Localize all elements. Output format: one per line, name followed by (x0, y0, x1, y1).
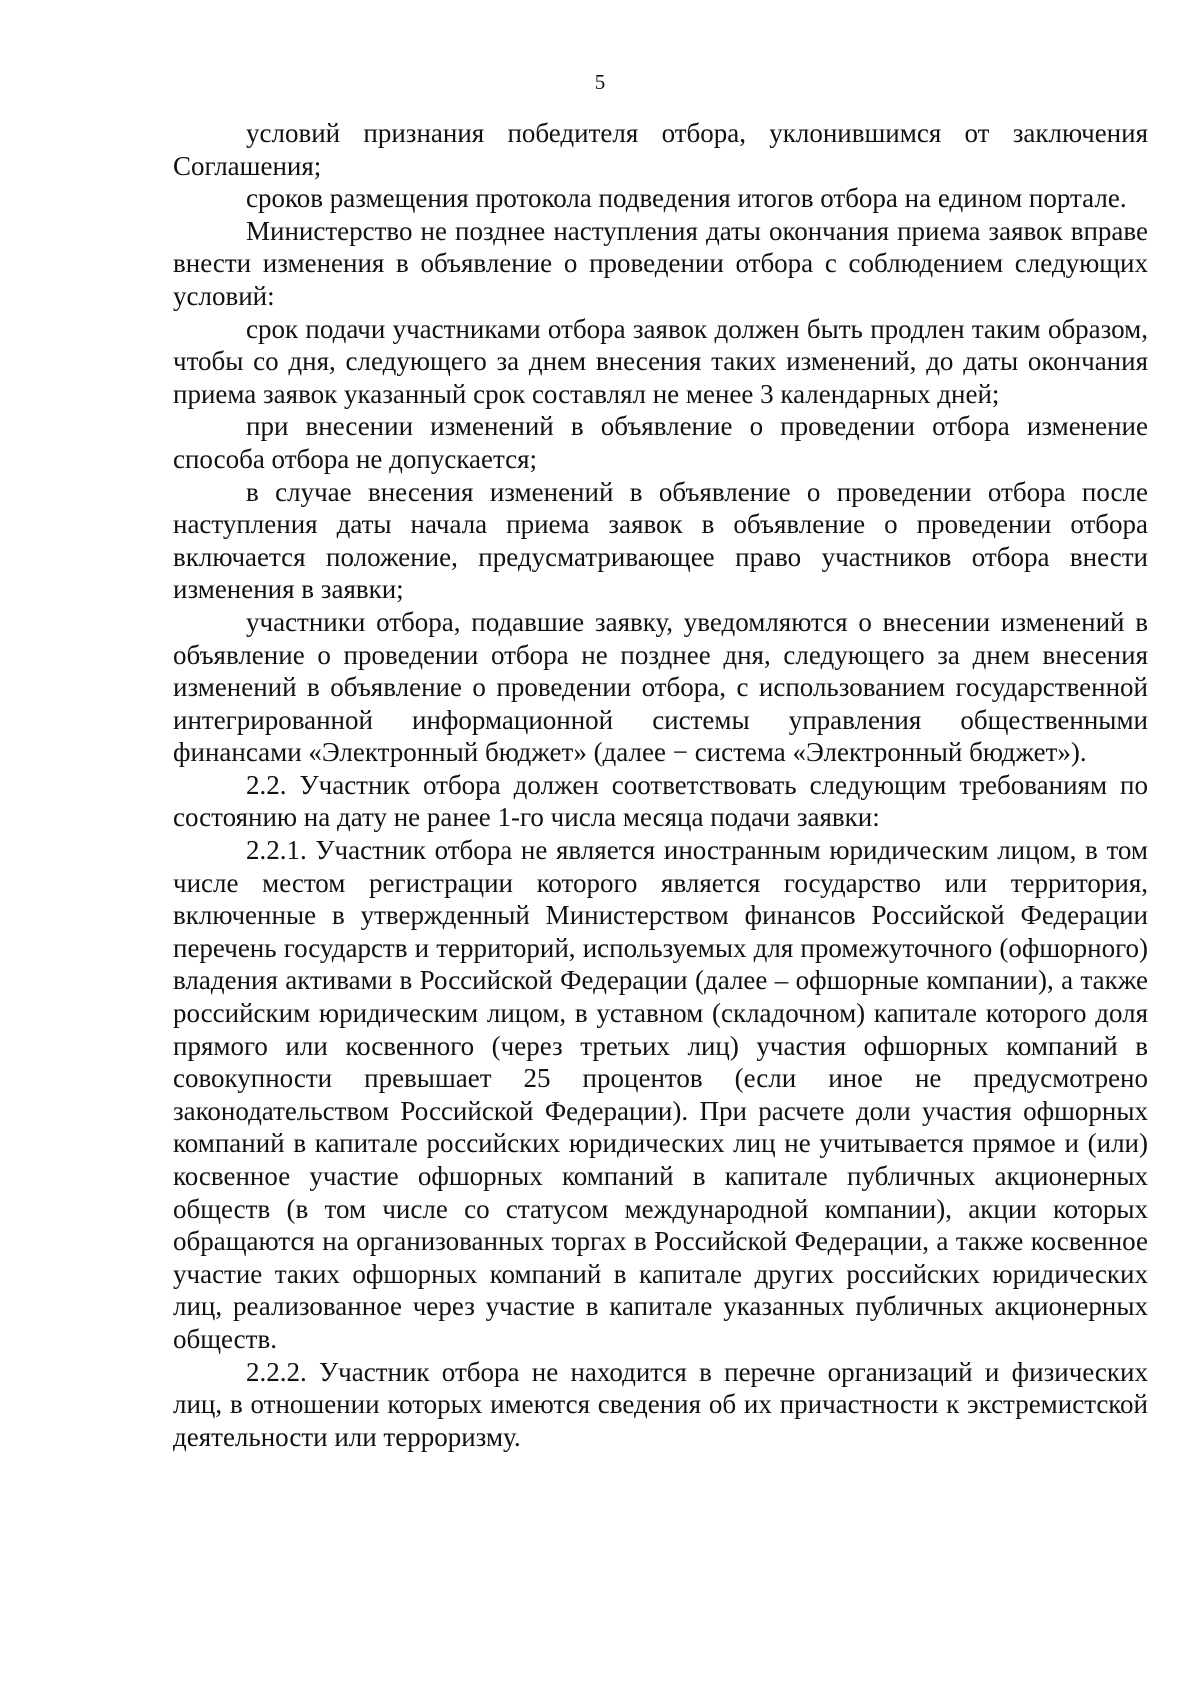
paragraph-2-2-requirements: 2.2. Участник отбора должен соответствовать следующим требованиям по состоянию на дату не ранее 1-го числа месяца подачи заявки: (173, 769, 1148, 833)
paragraph-selection-method: при внесении изменений в объявление о проведении отбора изменение способа отбора не допускается; (173, 411, 1148, 474)
paragraph-2-2-2-extremism: 2.2.2. Участник отбора не находится в перечне организаций и физических лиц, в отношении которых имеются сведения об их причастности к экстремистской деятельности или терроризму. (173, 1356, 1148, 1452)
page-number: 5 (594, 70, 606, 94)
paragraph-winner-evasion-conditions: условий признания победителя отбора, уклонившимся от заключения Соглашения; (173, 118, 1148, 181)
document-body (173, 117, 1148, 1453)
paragraph-protocol-deadlines: сроков размещения протокола подведения итогов отбора на едином портале. (246, 183, 1127, 214)
paragraph-2-2-1-offshore: 2.2.1. Участник отбора не является иностранным юридическим лицом, в том числе местом регистрации которого является государство или территория, включенные в утвержденный Министерством финансов Российской Федерации перечень государств и территорий, используемых для промежуточного (офшорного) владения активами в Российской Федерации (далее – офшорные компании), а также российским юридическим лицом, в уставном (складочном) капитале которого доля прямого или косвенного (через третьих лиц) участия офшорных компаний в совокупности превышает 25 процентов (если иное не предусмотрено законодательством Российской Федерации). При расчете доли участия офшорных компаний в капитале российских юридических лиц не учитывается прямое и (или) косвенное участие офшорных компаний в капитале публичных акционерных обществ (в том числе со статусом международной компании), акции которых обращаются на организованных торгах в Российской Федерации, а также косвенное участие таких офшорных компаний в капитале других российских юридических лиц, реализованное через участие в капитале указанных публичных акционерных обществ. (173, 835, 1148, 1354)
paragraph-changes-after-start: в случае внесения изменений в объявление о проведении отбора после наступления даты начала приема заявок в объявление о проведении отбора включается положение, предусматривающее право участников отбора внести изменения в заявки; (173, 476, 1148, 605)
paragraph-deadline-extension: срок подачи участниками отбора заявок должен быть продлен таким образом, чтобы со дня, следующего за днем внесения таких изменений, до даты окончания приема заявок указанный срок составлял не менее 3 календарных дней; (173, 313, 1148, 409)
paragraph-ministry-changes: Министерство не позднее наступления даты окончания приема заявок вправе внести изменения в объявление о проведении отбора с соблюдением следующих условий: (173, 215, 1148, 311)
paragraph-participant-notification: участники отбора, подавшие заявку, уведомляются о внесении изменений в объявление о проведении отбора не позднее дня, следующего за днем внесения изменений в объявление о проведении отбора, с использованием государственной интегрированной информационной системы управления общественными финансами «Электронный бюджет» (далее − система «Электронный бюджет»). (173, 606, 1148, 768)
